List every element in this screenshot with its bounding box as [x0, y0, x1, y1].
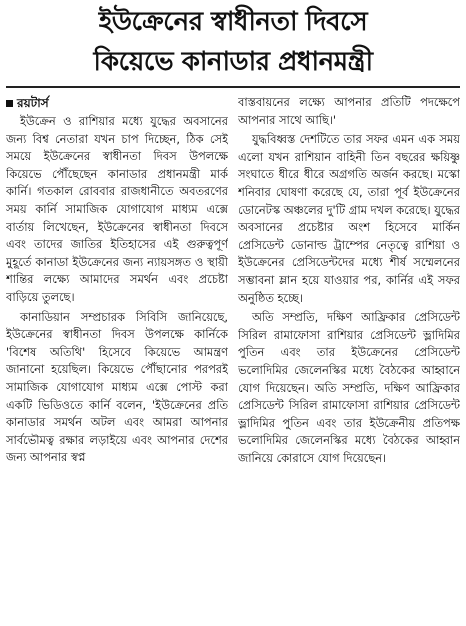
paragraph: যুদ্ধবিধ্বস্ত দেশটিতে তার সফর এমন এক সময় এলো যখন রাশিয়ান বাহিনী তিন বছরের ক্ষয়িষ্ণু সংঘাতে ধীরে ধীরে অগ্রগতি অর্জন করছে। মস্কো শনিবার ঘোষণা করেছে যে, তারা পূর্ব ইউক্রেনের ডোনেটস্ক অঞ্চলের দু'টি গ্রাম দখল করেছে। যুদ্ধের অবসানের প্রচেষ্টার অংশ হিসেবে মার্কিন প্রেসিডেন্ট ডোনাল্ড ট্রাম্পের নেতৃত্বে রাশিয়া ও ইউক্রেনের প্রেসিডেন্টদের মধ্যে শীর্ষ সম্মেলনের সম্ভাবনা ম্লান হয়ে যাওয়ার পর, কার্নির এই সফর অনুষ্ঠিত হচ্ছে। [238, 132, 460, 305]
byline-text: রয়টার্স [17, 96, 49, 110]
headline-line-2: কিয়েভে কানাডার প্রধানমন্ত্রী [93, 47, 373, 77]
paragraph: অতি সম্প্রতি, দক্ষিণ আফ্রিকার প্রেসিডেন্ট সিরিল রামাফোসা রাশিয়ার প্রেসিডেন্ট ভ্লাদিমির পুতিন এবং তার ইউক্রেনের প্রেসিডেন্ট ভলোদিমির জেলেনস্কির মধ্যে বৈঠকের আহ্বানে যোগ দিয়েছেন। অতি সম্প্রতি, দক্ষিণ আফ্রিকার প্রেসিডেন্ট সিরিল রামাফোসা রাশিয়ার প্রেসিডেন্ট ভ্লাদিমির পুতিন এবং তার ইউক্রেনীয় প্রতিপক্ষ ভলোদিমির জেলেনস্কির মধ্যে বৈঠকের আহ্বান জানিয়ে কোরাসে যোগ দিয়েছেন। [238, 310, 460, 465]
headline-divider [6, 86, 460, 88]
headline-line-1: ইউক্রেনের স্বাধীনতা দিবসে [98, 7, 368, 37]
byline [6, 94, 228, 112]
byline-square-icon [6, 100, 13, 107]
right-column [238, 94, 460, 606]
paragraph: কানাডিয়ান সম্প্রচারক সিবিসি জানিয়েছে, ইউক্রেনের স্বাধীনতা দিবস উপলক্ষে কার্নিকে 'বিশেষ অতিথি' হিসেবে কিয়েভে আমন্ত্রণ জানানো হয়েছিল। কিয়েভে পৌঁছানোর পরপরই সামাজিক যোগাযোগ মাধ্যম এক্সে পোস্ট করা একটি ভিডিওতে কার্নি বলেন, 'ইউক্রেনের প্রতি কানাডার সমর্থন অটল এবং আমরা আপনার সার্বভৌমত্ব রক্ষার লড়াইয়ে এবং আপনার দেশের জন্য আপনার স্বপ্ন [6, 309, 228, 465]
left-column [6, 94, 228, 606]
article-body [6, 94, 460, 606]
paragraph: ইউক্রেন ও রাশিয়ার মধ্যে যুদ্ধের অবসানের জন্য বিশ্ব নেতারা যখন চাপ দিচ্ছেন, ঠিক সেই সময়ে ইউক্রেনের স্বাধীনতা দিবস উপলক্ষে কিয়েভে পৌঁছেছেন কানাডার প্রধানমন্ত্রী মার্ক কার্নি। গতকাল রোববার রাজধানীতে অবতরণের সময় কার্নি সামাজিক যোগাযোগ মাধ্যম এক্সে বার্তায় লিখেছেন, ইউক্রেনের স্বাধীনতা দিবসে এবং তাদের জাতির ইতিহাসের এই গুরুত্বপূর্ণ মুহূর্তে কানাডা ইউক্রেনের জন্য ন্যায়সঙ্গত ও স্থায়ী শান্তির লক্ষ্যে আমাদের সমর্থন এবং প্রচেষ্টা বাড়িয়ে তুলছে। [6, 114, 228, 304]
paragraph: বাস্তবায়নের লক্ষ্যে আপনার প্রতিটি পদক্ষেপে আপনার সাথে আছি।' [238, 95, 460, 127]
